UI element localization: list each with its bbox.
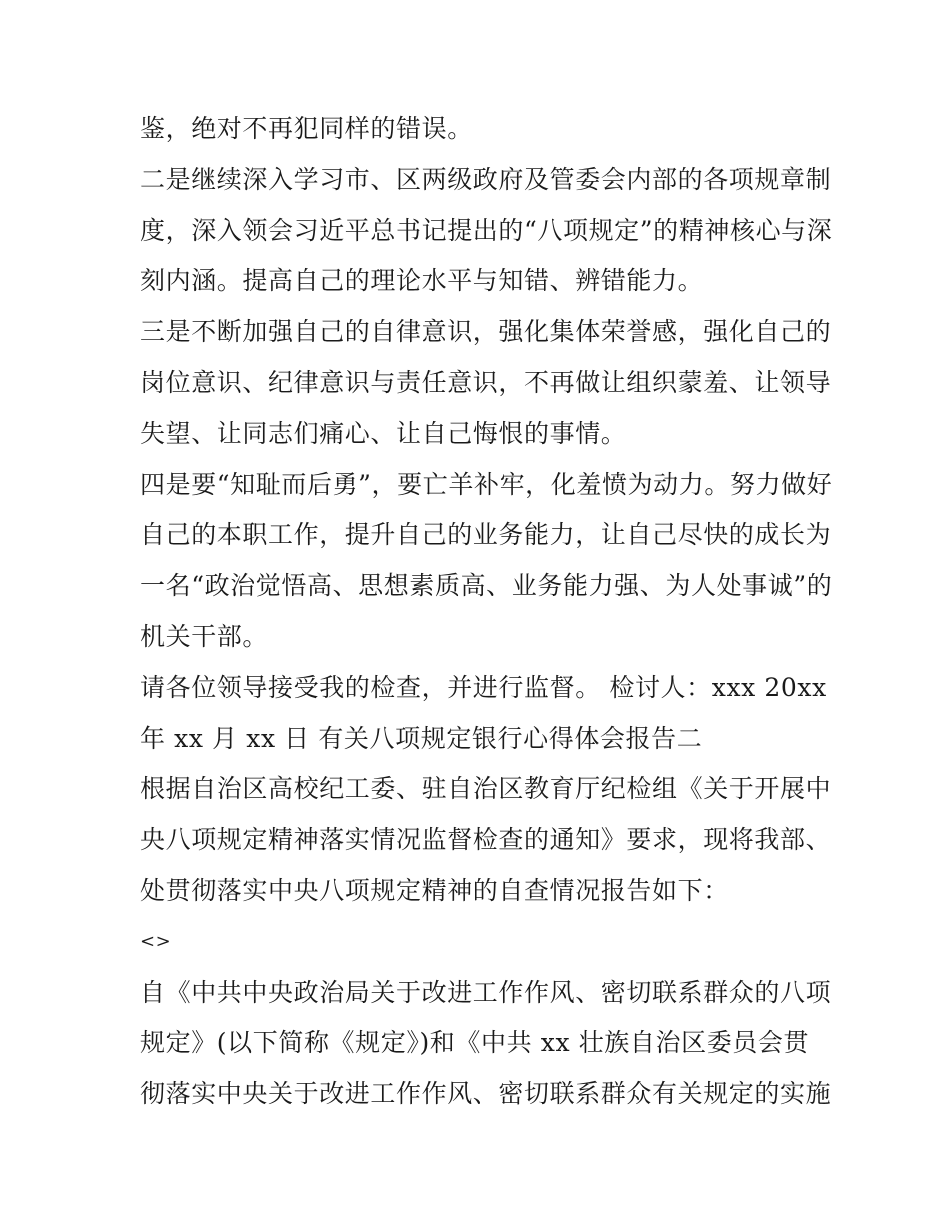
text-line-8: 四是要“知耻而后勇”，要亡羊补牢，化羞愤为动力。努力做好 (140, 469, 833, 499)
document-body (140, 104, 833, 1120)
text-line-14: 根据自治区高校纪工委、驻自治区教育厅纪检组《关于开展中 (140, 774, 832, 804)
text-line-4: 刻内涵。提高自己的理论水平与知错、辨错能力。 (140, 266, 704, 296)
text-line-3: 度，深入领会习近平总书记提出的“八项规定”的精神核心与深 (140, 215, 833, 245)
text-line-1: 鉴，绝对不再犯同样的错误。 (140, 114, 473, 143)
text-line-15: 央八项规定精神落实情况监督检查的通知》要求，现将我部、 (140, 825, 832, 855)
text-line-7: 失望、让同志们痛心、让自己悔恨的事情。 (140, 418, 627, 448)
text-line-12: 请各位领导接受我的检查，并进行监督。 检讨人：xxx 20xx (140, 672, 827, 702)
text-line-10: 一名“政治觉悟高、思想素质高、业务能力强、为人处事诚”的 (140, 571, 833, 601)
text-line-20: 彻落实中央关于改进工作作风、密切联系群众有关规定的实施 (140, 1079, 832, 1109)
text-line-2: 二是继续深入学习市、区两级政府及管委会内部的各项规章制 (140, 164, 832, 194)
text-line-19: 规定》(以下简称《规定》)和《中共 xx 壮族自治区委员会贯 (140, 1028, 810, 1058)
text-line-16: 处贯彻落实中央八项规定精神的自查情况报告如下： (140, 875, 729, 905)
text-line-9: 自己的本职工作，提升自己的业务能力，让自己尽快的成长为 (140, 520, 832, 550)
text-line-6: 岗位意识、纪律意识与责任意识，不再做让组织蒙羞、让领导 (140, 367, 832, 397)
text-line-5: 三是不断加强自己的自律意识，强化集体荣誉感，强化自己的 (140, 317, 832, 347)
text-line-13: 年 xx 月 xx 日 有关八项规定银行心得体会报告二 (140, 723, 703, 753)
text-line-11: 机关干部。 (140, 621, 269, 651)
text-line-18: 自《中共中央政治局关于改进工作作风、密切联系群众的八项 (140, 977, 832, 1007)
text-line-17: <> (140, 930, 172, 952)
